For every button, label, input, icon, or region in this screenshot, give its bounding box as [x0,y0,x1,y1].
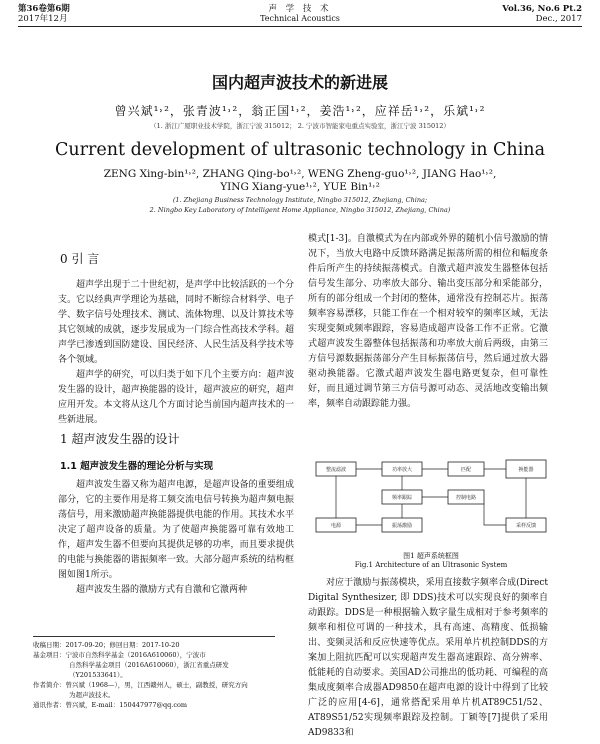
authors-en: ZENG Xing-bin¹˒², ZHANG Qing-bo¹˒², WENG Zheng-guo¹˒², JIANG Hao¹˒², YING Xiang-yue¹˒², YUE Bin¹˒² [103,168,497,193]
journal-volume-en: Vol.36, No.6 Pt.2 [502,4,582,14]
author-bio: 作者简介：曾兴斌（1968—），男，江西赣州人，硕士，副教授，研究方向 [33,681,248,689]
section1-text [58,478,294,598]
correspondence-email: 通讯作者：曾兴斌，E-mail：150447977@qq.com [33,701,188,709]
running-header [18,4,582,27]
block-label: 整流滤波 [325,467,347,473]
paragraph: 超声波发生器的激励方式有自激和它激两种 [76,585,248,595]
block-label: 换能器 [518,467,534,473]
affiliation-cn: （1. 浙江广厦职业技术学院，浙江宁波 315012； 2. 宁波市智能家电重点实验室，浙江宁波 315012） [150,122,450,130]
block-label: 振荡激励 [391,523,413,529]
block-label: 控制电路 [455,495,477,501]
block-label: 功率放大 [391,467,413,473]
figure-caption-en: Fig.1 Architecture of an Ultrasonic System [354,561,508,569]
subsection-heading: 1.1 超声波发生器的理论分析与实现 [60,461,214,472]
journal-volume: 第36卷第6期 [18,4,70,14]
system-block-diagram [312,456,552,548]
affiliation-en-1: (1. Zhejiang Business Technology Institute, Ningbo 315012, Zhejiang, China; [172,196,428,204]
fund-line: （Y201533641）。 [69,671,127,679]
intro-text [58,278,294,428]
authors-cn: 曾兴斌¹˒²，张青波¹˒²，翁正国¹˒²，姜浩¹˒²，应祥岳¹˒²，乐斌¹˒² [114,104,486,118]
author-bio: 为超声波技术。 [69,691,115,699]
journal-date-en: Dec., 2017 [535,14,582,24]
paragraph: 超声波发生器又称为超声电源，是超声设备的重要组成部分，它的主要作用是将工频交流电信号转换为超声频电振荡信号，用来激励超声换能器提供电能的作用。其技术水平决定了超声设备的质量。为了使超声换能器可靠有效地工作，超声发生器不但要向其提供足够的功率，而且要求提供的电能与换能器的谐振频率一致。大部分超声系统的结构框图如图1所示。 [58,480,294,580]
journal-name-en: Technical Acoustics [260,14,340,23]
block-label: 电源 [330,523,342,529]
fund-line: 基金项目：宁波市自然科学基金（2016A610060），宁波市 [33,651,206,659]
section-heading-generator: 1 超声波发生器的设计 [60,432,180,446]
section-heading-intro: 0 引 言 [60,252,100,266]
affiliation-en-2: 2. Ningbo Key Laboratory of Intelligent Home Appliance, Ningbo 315012, Zhejiang, China) [149,206,451,214]
paper-title-en: Current development of ultrasonic technology in China [54,140,546,160]
fund-line: 自然科学基金项目（2016A610060），浙江省重点研发 [69,661,229,669]
journal-name-cn: 声 学 技 术 [268,4,332,14]
figure-caption-cn: 图1 超声系统框图 [403,552,459,560]
paragraph: 超声学的研究，可以归类于如下几个主要方向：超声波发生器的设计，超声换能器的设计，超声波应的研究，超声应用开发。本文将从这几个方面讨论当前国内超声技术的一些新进展。 [58,370,294,425]
right-column-top [308,232,548,412]
paragraph: 模式[1-3]。自激模式为在内部或外界的随机小信号激励的情况下，当放大电路中反馈环路满足振荡所需的相位和幅度条件后所产生的持续振荡模式。自激式超声波发生器整体包括信号发生部分、功率放大部分、输出变压部分和采能部分，所有的部分组成一个封闭的整体，通常没有控制芯片。振荡频率容易漂移，只能工作在一个相对较窄的频率区域，无法实现变频或频率跟踪，容易造成超声设备工作不正常。它激式超声波发生器整体包括振荡和功率放大前后两级，由第三方信号源数据振荡部分产生目标振荡信号，然后通过放大器驱动换能器。它激式超声波发生器电路更复杂，但可靠性好，而且通过调节第三方信号源可动态、灵活地改变输出频率，频率自动跟踪能力强。 [308,234,548,409]
right-column-bottom [308,576,548,741]
paper-title-cn: 国内超声波技术的新进展 [211,73,388,92]
footnotes [33,636,275,710]
diagram-connectors [336,469,526,525]
block-label: 频率跟踪 [391,495,413,501]
block-label: 采样反馈 [515,523,537,529]
journal-date-cn: 2017年12月 [18,14,68,24]
block-label: 匹配 [460,467,472,473]
received-date: 收稿日期：2017-09-20；修回日期：2017-10-20 [33,641,180,649]
paragraph: 超声学出现于二十世纪初，是声学中比较活跃的一个分支。它以经典声学理论为基础，同时不断综合材料学、电子学、数字信号处理技术、测试、流体物理、以及计算技术等其它领域的成就，逐步发展成为一门综合性高技术学科。超声学已渗透到国防建设、国民经济、人民生活及科学技术等各个领域。 [58,280,294,365]
paragraph: 对应于激励与振荡模块，采用直接数字频率合成(Direct Digital Synthesizer, 即 DDS)技术可以实现良好的频率自动跟踪。DDS是一种根据输入数字量生成相对于参考频率的频率和相位可调的一种技术，具有高速、高精度、低损输出、变频灵活和反应快速等优点。采用单片机控制DDS的方案加上阻抗匹配可以实现超声发生器高速跟踪、高分辨率、低能耗的自动要求。美国AD公司推出的低功耗、可编程的高集成度频率合成器AD9850在超声电源的设计中得到了比较广泛的应用[4-6]，通常搭配采用单片机AT89C51/52、AT89S51/52实现频率跟踪及控制。丁颖等[7]提供了采用AD9833和 [308,578,548,738]
